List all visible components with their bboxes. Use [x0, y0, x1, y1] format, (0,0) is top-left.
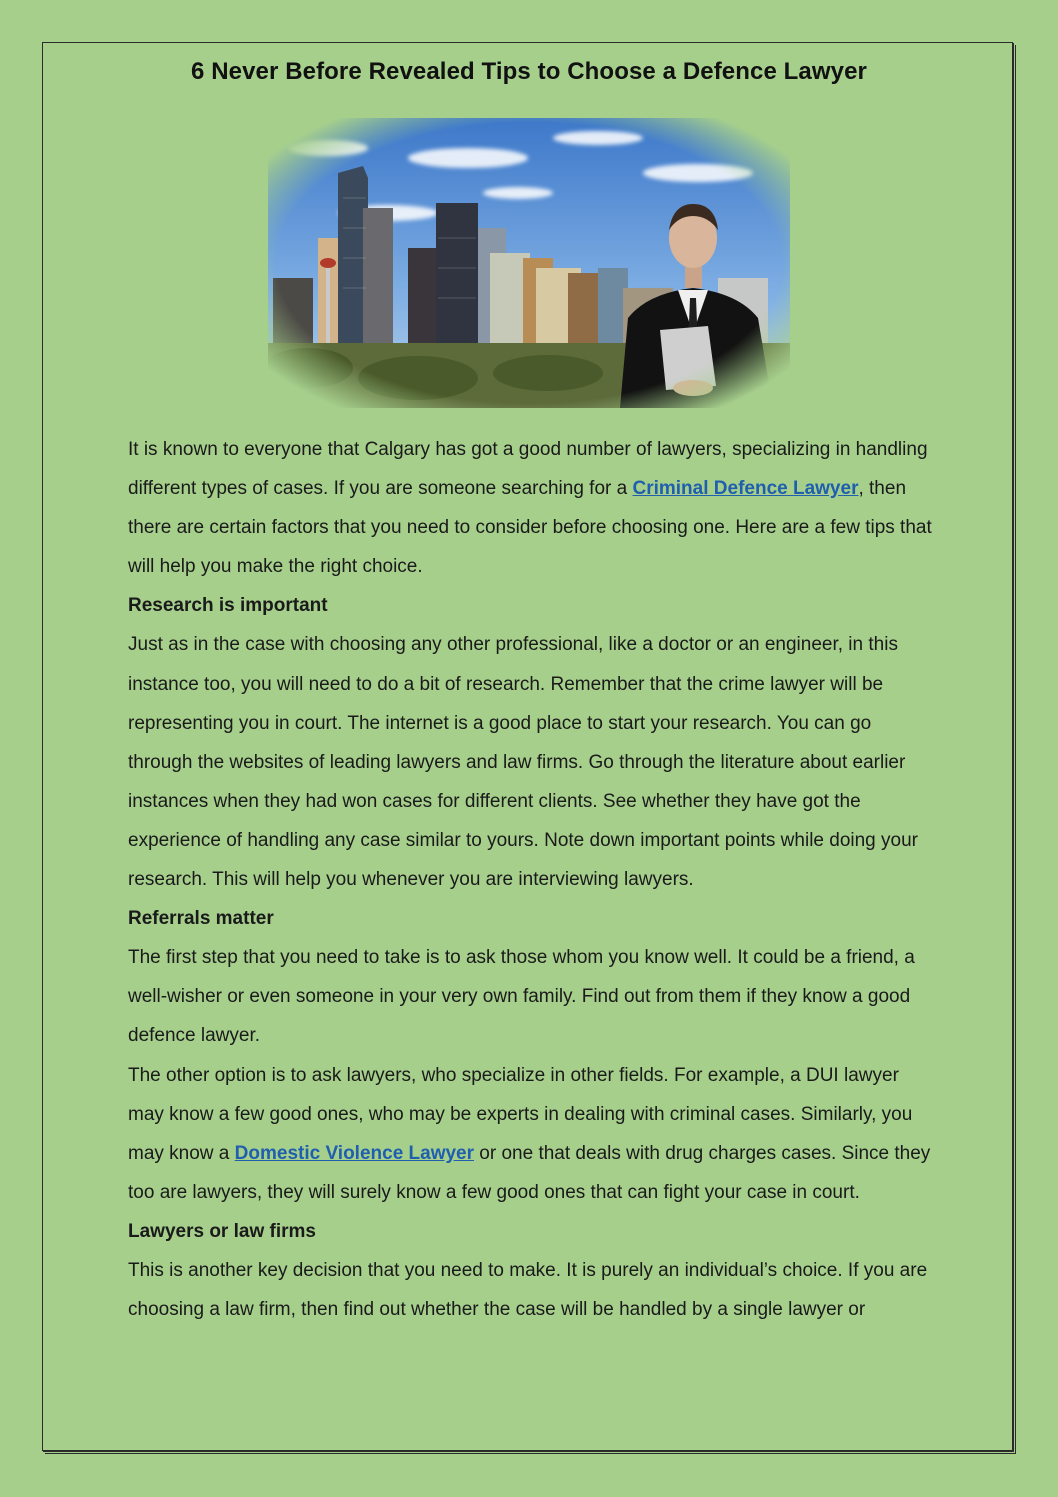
referrals-text-cont: or one that deals with drug charges cases. Since they too are lawyers, they will surely know a few good ones that can fight your case in court.: [128, 1142, 931, 1203]
section-body-research: Just as in the case with choosing any other professional, like a doctor or an engineer, in this instance too, you will need to do a bit of research. Remember that the crime lawyer will be representing you in court. The internet is a good place to start your research. You can go through the websites of leading lawyers and law firms. Go through the literature about earlier instances when they had won cases for different clients. See whether they have got the experience of handling any case similar to yours. Note down important points while doing your research. This will help you whenever you are interviewing lawyers.: [128, 634, 918, 891]
section-body-lawyers-firms: This is another key decision that you need to make. It is purely an individual’s choice. If you are choosing a law firm, then find out whether the case will be handled by a single lawyer or: [128, 1259, 928, 1321]
section-heading-research: Research is important: [128, 595, 328, 617]
section-body-referrals: The first step that you need to take is to ask those whom you know well. It could be a friend, a well-wisher or even someone in your very own family. Find out from them if they know a good defence lawyer.: [128, 947, 915, 1047]
section-body-referrals-2: [128, 1056, 938, 1212]
city-skyline-lawyer-image: [268, 118, 790, 408]
page-title: 6 Never Before Revealed Tips to Choose a Defence Lawyer: [191, 58, 867, 85]
intro-text: It is known to everyone that Calgary has got a good number of lawyers, specializing in handling different types of cases. If you are someone searching for a: [128, 439, 928, 500]
domestic-violence-lawyer-link[interactable]: Domestic Violence Lawyer: [234, 1142, 475, 1164]
intro-paragraph: [128, 430, 938, 586]
article-body: [128, 430, 938, 1329]
hero-image: [268, 118, 790, 408]
criminal-defence-lawyer-link[interactable]: Criminal Defence Lawyer: [632, 478, 859, 500]
referrals-text: The other option is to ask lawyers, who specialize in other fields. For example, a DUI lawyer may know a few good ones, who may be experts in dealing with criminal cases. Similarly, you may know a: [128, 1064, 913, 1164]
section-heading-referrals: Referrals matter: [128, 908, 274, 930]
section-heading-lawyers-firms: Lawyers or law firms: [128, 1220, 316, 1242]
intro-text-cont: , then there are certain factors that you need to consider before choosing one. Here are a few tips that will help you make the right choice.: [128, 478, 932, 578]
